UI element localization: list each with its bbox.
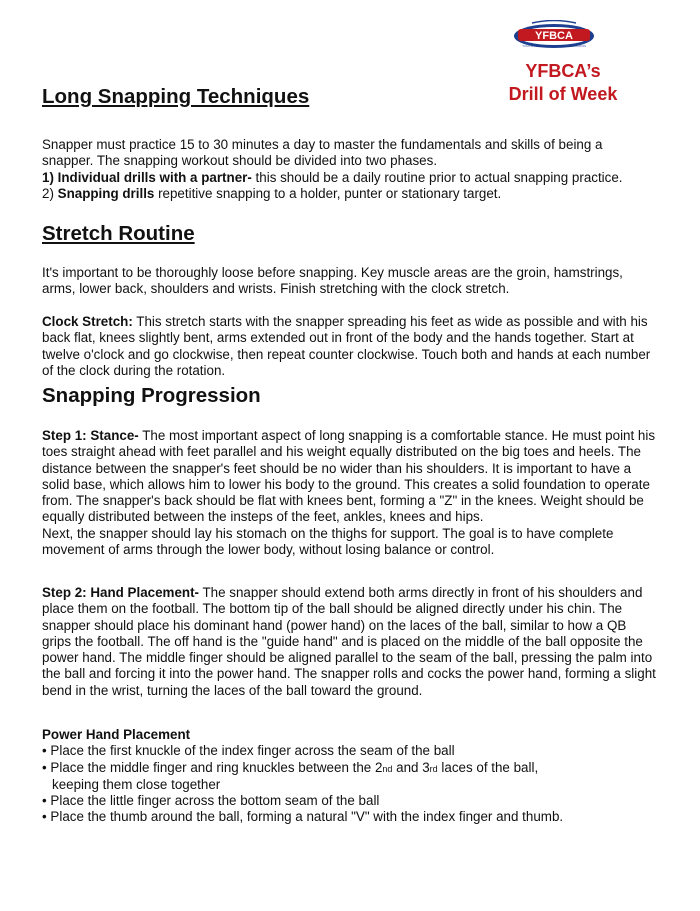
phase-2-number: 2): [42, 185, 58, 201]
list-item: • Place the middle finger and ring knuckles between the 2nd and 3rd laces of the ball,: [42, 759, 539, 775]
phase-2-text: repetitive snapping to a holder, punter or stationary target.: [154, 185, 502, 201]
stretch-intro-text: It's important to be thoroughly loose before snapping. Key muscle areas are the groin, hamstrings, arms, lower back, shoulders and wrists. Finish stretching with the clock stretch.: [42, 265, 623, 297]
step-1-text: The most important aspect of long snapping is a comfortable stance. He must point his toes straight ahead with feet parallel and his weight equally distributed on the big toes and heels. The distance between the snapper's feet should be no wider than his shoulders. It is important to have a solid base, which allows him to lower his body to the ground. This creates a solid foundation to operate from. The snapper's back should be flat with knees bent, forming a "Z" in the knees. Weight should be equally distributed between the insteps of the feet, ankles, knees and hips.: [42, 428, 656, 525]
intro-text: Snapper must practice 15 to 30 minutes a day to master the fundamentals and skills of being a snapper. The snapping workout should be divided into two phases.: [42, 137, 603, 169]
step-2-label: Step 2: Hand Placement-: [42, 585, 200, 600]
step-2-text: The snapper should extend both arms directly in front of his shoulders and place them on the football. The bottom tip of the ball should be aligned directly under his chin. The snapper should place his dominant hand (power hand) on the laces of the ball, similar to how a QB grips the football. The off hand is the "guide hand" and is placed on the middle of the ball opposite the power hand. The middle finger should be aligned parallel to the seam of the ball, pressing the palm into the ball and forcing it into the power hand. The snapper rolls and cocks the power hand, forming a slight bend in the wrist, turning the laces of the ball toward the ground.: [42, 585, 656, 698]
football-logo-icon: [512, 20, 596, 50]
clock-stretch-text: This stretch starts with the snapper spreading his feet as wide as possible and with his back flat, knees slightly bent, arms extended out in front of the body and the hands together. Start at twelve o'clock and go clockwise, then repeat counter clockwise. Touch both and hands at each number of the clock during the rotation.: [42, 314, 651, 378]
heading-long-snapping: Long Snapping Techniques: [42, 85, 310, 108]
stretch-intro: [42, 265, 657, 298]
phase-1: [42, 170, 657, 186]
phase-2: [42, 186, 657, 202]
step-1-paragraph: [42, 428, 657, 558]
clock-stretch-label: Clock Stretch:: [42, 314, 133, 329]
logo-line-2: Drill of Week: [508, 84, 618, 104]
list-item-continuation: keeping them close together: [52, 776, 221, 792]
phase-2-label: Snapping drills: [57, 185, 155, 201]
power-hand-title: Power Hand Placement: [42, 727, 191, 742]
list-item: • Place the little finger across the bottom seam of the ball: [42, 793, 380, 809]
intro-paragraph: [42, 137, 657, 202]
svg-text:YOUTH FOOTBALL COACHES ASSOCIA: YOUTH FOOTBALL COACHES ASSOCIATION: [522, 44, 586, 48]
list-item: • Place the first knuckle of the index finger across the seam of the ball: [42, 743, 455, 759]
clock-stretch-paragraph: [42, 314, 657, 379]
power-hand-section: [42, 727, 657, 826]
svg-text:YFBCA: YFBCA: [535, 30, 573, 42]
heading-stretch-routine: Stretch Routine: [42, 222, 195, 245]
power-hand-list: [42, 743, 657, 825]
list-item: • Place the thumb around the ball, forming a natural "V" with the index finger and thumb.: [42, 809, 564, 825]
phase-1-text: this should be a daily routine prior to actual snapping practice.: [251, 169, 623, 185]
phase-1-label: 1) Individual drills with a partner-: [42, 169, 252, 185]
logo-line-1: YFBCA’s: [525, 61, 601, 81]
heading-snapping-progression: Snapping Progression: [42, 384, 261, 407]
step-1-next-text: Next, the snapper should lay his stomach on the thighs for support. The goal is to have complete movement of arms through the lower body, without losing balance or control.: [42, 525, 614, 558]
step-1-label: Step 1: Stance-: [42, 428, 139, 443]
step-2-paragraph: [42, 585, 657, 699]
